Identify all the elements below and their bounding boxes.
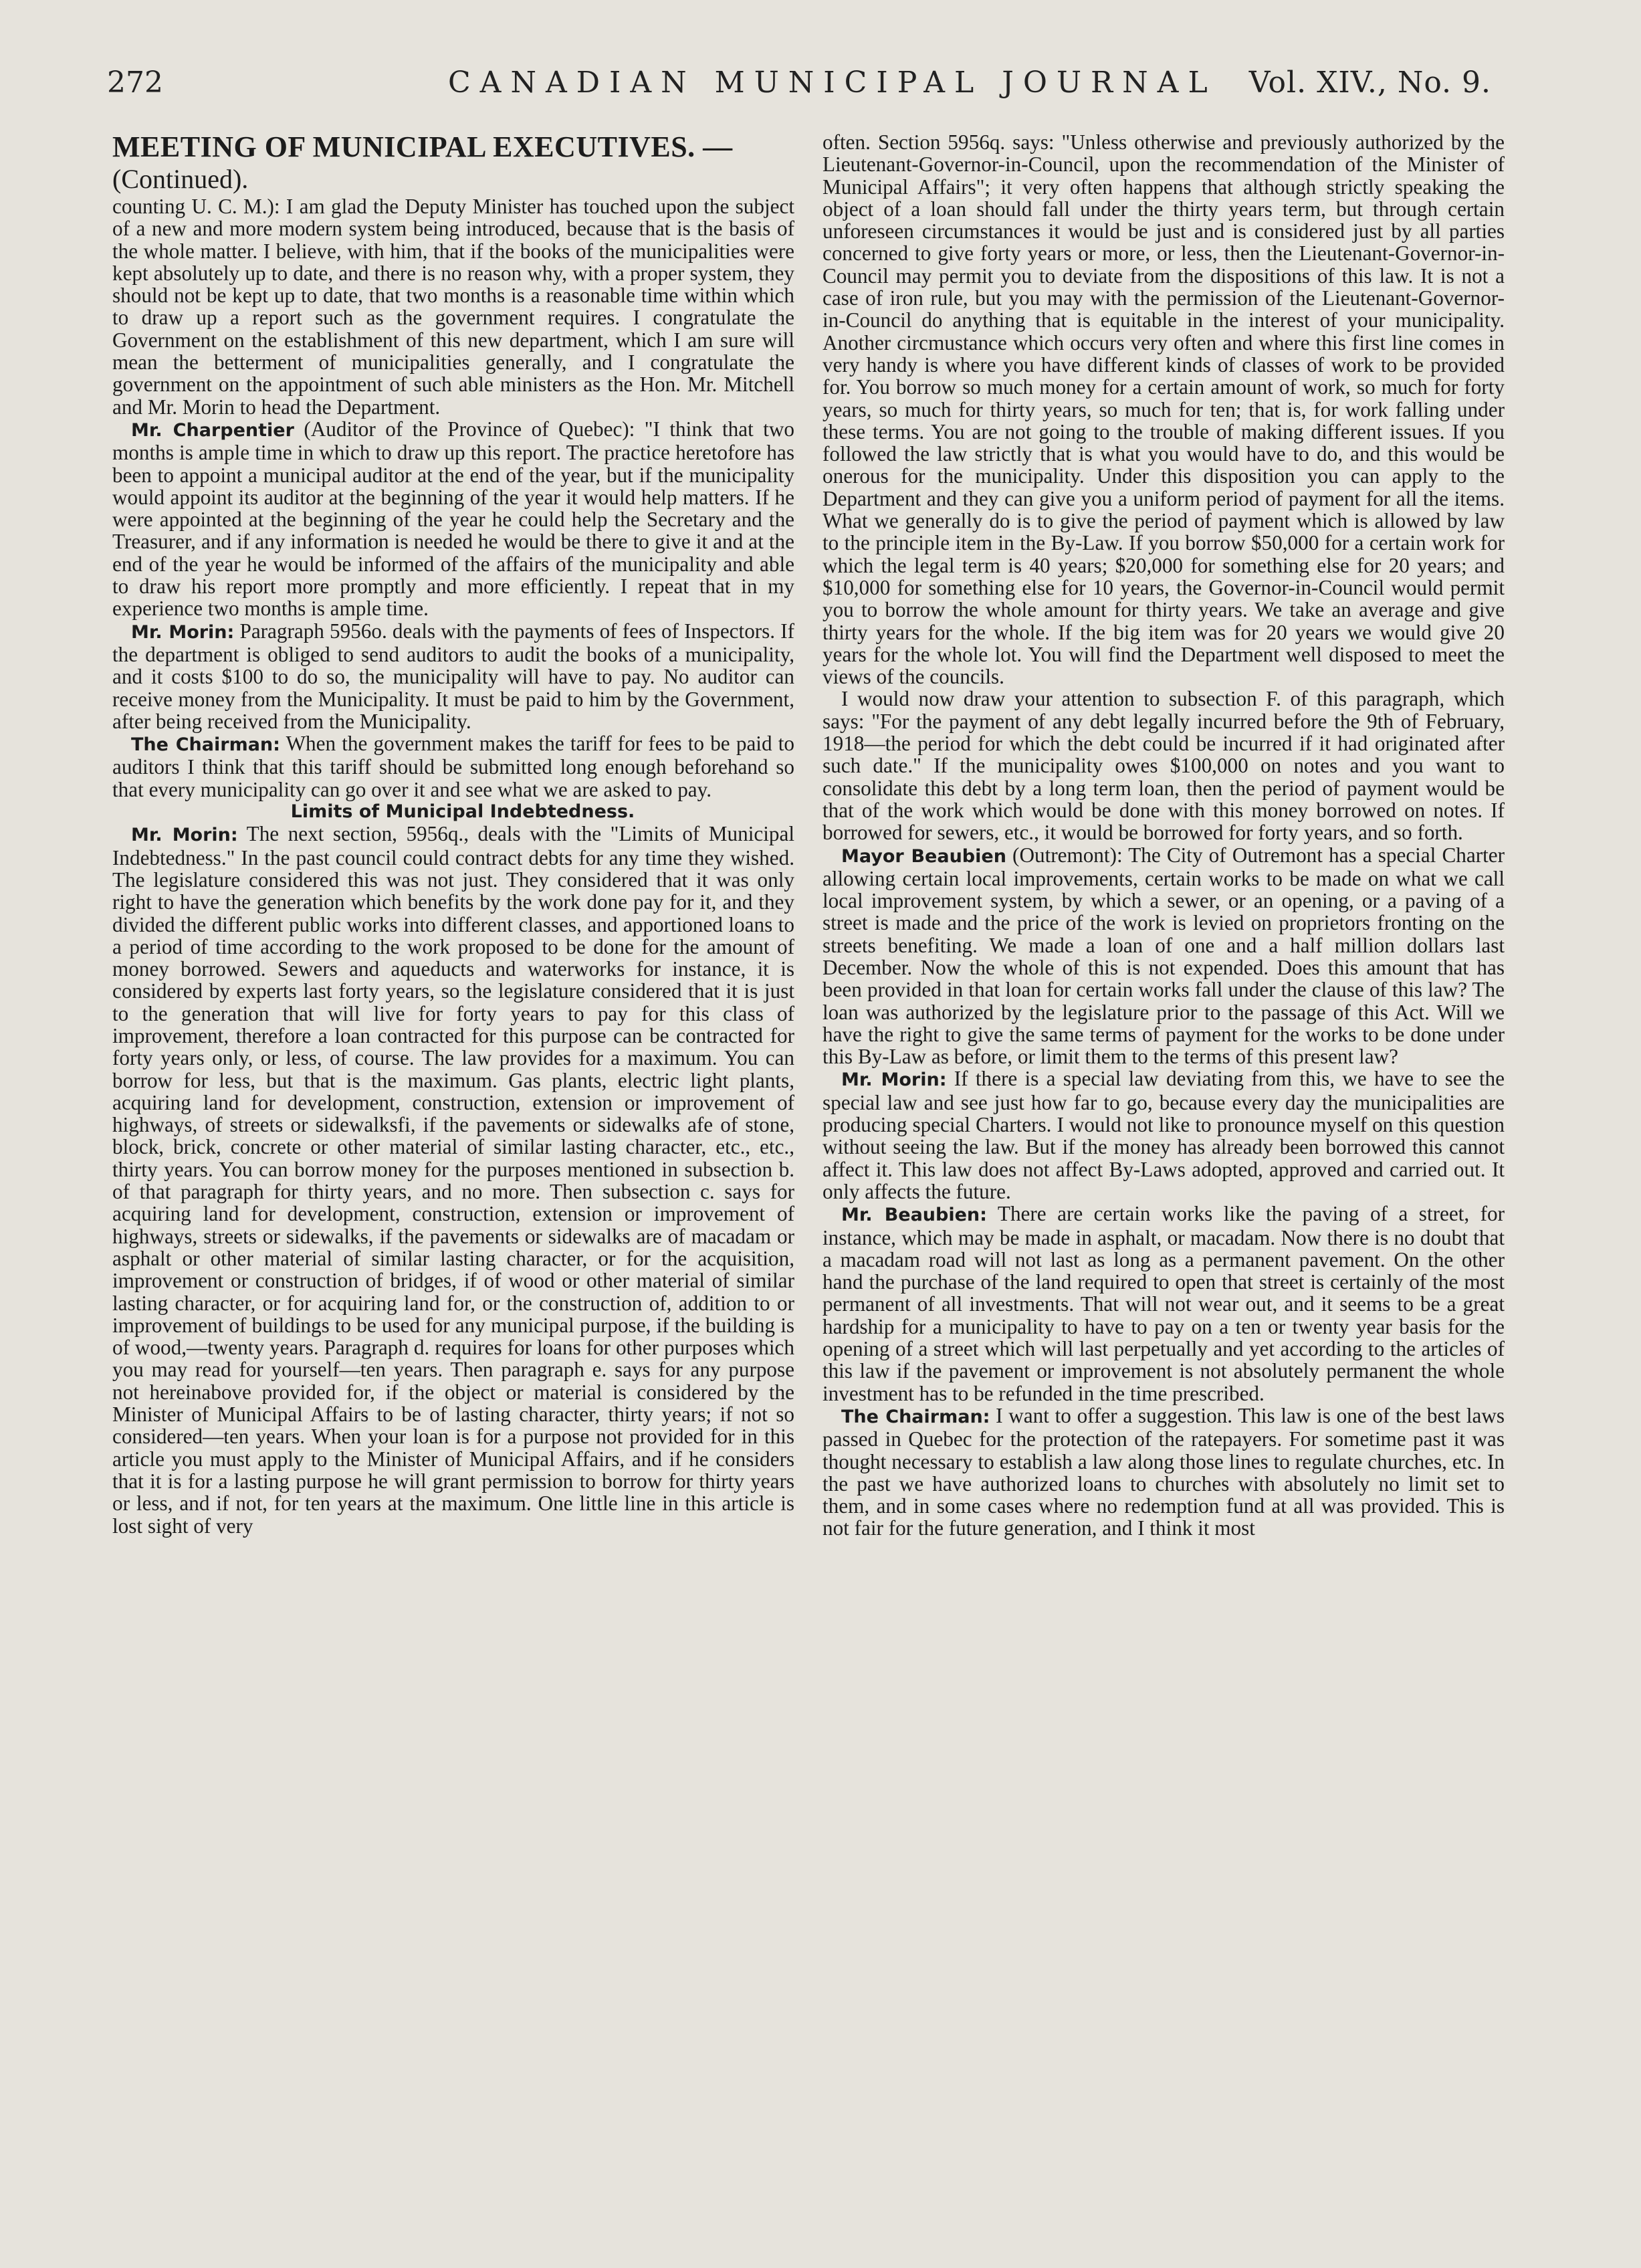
paragraph: [112, 620, 794, 732]
volume-issue: Vol. XIV., No. 9.: [1248, 66, 1491, 100]
speech-text: I want to offer a suggestion. This law is one of the best laws passed in Quebec for the protection of the ratepayers. For sometime past it was thought necessary to establish a law along those lines to regulate churches, etc. In the past we have authorized loans to churches with absolutely no limit set to them, and in some cases where no redemption fund at all was provided. This is not fair for the future generation, and I think it most: [823, 1403, 1505, 1540]
speech-text: The next section, 5956q., deals with the "Limits of Municipal Indebtedness." In the past council could contract debts for any time they wished. The legislature considered this was not just. They considered that it was only right to have the generation which benefits by the work done pay for it, and they divided the different public works into different classes, and apportioned loans to a period of time according to the work proposed to be done for the amount of money borrowed. Sewers and aqueducts and waterworks for instance, it is considered by experts last forty years, so the legislature considered that it is just to the generation that will live for forty years to pay for this class of improvement, therefore a loan contracted for this purpose can be contracted for forty years only, or less, of course. The law provides for a maximum. You can borrow for less, but that is the maximum. Gas plants, electric light plants, acquiring land for development, construction, extension or improvement of highways, of streets or sidewalksfi, if the pavements or sidewalks afe of stone, block, brick, concrete or other material of similar lasting character, etc., etc., thirty years. You can borrow money for the purposes mentioned in subsection b. of that paragraph for thirty years, and no more. Then subsection c. says for acquiring land for development, construction, extension or improvement of highways, streets or sidewalks, if the pavements or sidewalks are of macadam or asphalt or other material of similar lasting character, or for the acquisition, improvement or construction of bridges, if of wood or other material of similar lasting character, or for acquiring land for, or the construction of, addition to or improvement of buildings to be used for any municipal purpose, if the building is of wood,—twenty years. Paragraph d. requires for loans for other purposes which you may read for yourself—ten years. Then paragraph e. says for any purpose not hereinabove provided for, if the object or material is considered by the Minister of Municipal Affairs to be of lasting character, thirty years; if not so considered—ten years. When your loan is for a purpose not provided for in this article you must apply to the Minister of Municipal Affairs, and if he considers that it is for a lasting purpose he will grant permission to borrow for thirty years or less, and if not, for ten years at the maximum. One little line in this article is lost sight of very: [112, 822, 794, 1538]
right-column: [823, 131, 1505, 1540]
paragraph: [112, 732, 794, 801]
speech-text: (Outremont): The City of Outremont has a special Charter allowing certain local improvements, certain works to be made on what we call local improvement system, by which a sewer, or an opening, or a paving of a street is made and the price of the work is levied on proprietors fronting on the streets benefiting. We made a loan of one and a half million dollars last December. Now the whole of this is not expended. Does this amount that has been provided in that loan for certain works fall under the clause of this law? The loan was authorized by the legislature prior to the passage of this Act. Will we have the right to give the same terms of payment for the works to be done under this By-Law as before, or limit them to the terms of this present law?: [823, 843, 1505, 1069]
paragraph: [823, 844, 1505, 1068]
speaker-name: The Chairman:: [841, 1406, 990, 1427]
speaker-name: Mr. Charpentier: [131, 419, 294, 441]
paragraph: often. Section 5956q. says: "Unless otherwise and previously authorized by the Lieutenant-Governor-in-Council, upon the recommendation of the Minister of Municipal Affairs"; it very often happens that although strictly speaking the object of a loan should fall under the thirty years term, but through certain unforeseen circumstances it would be just and is considered just by all parties concerned to give forty years or more, or less, then the Lieutenant-Governor-in-Council may permit you to deviate from the dispositions of this law. It is not a case of iron rule, but you may with the permission of the Lieutenant-Governor-in-Council do anything that is equitable in the interest of your municipality. Another circmustance which occurs very often and where this first line comes in very handy is where you have different kinds of classes of work to be provided for. You borrow so much money for a certain amount of work, so much for forty years, so much for thirty years, so much for ten; that is, for work falling under these terms. You are not going to the trouble of making different issues. If you followed the law strictly that is what you would have to do, and this would be onerous for the municipality. Under this disposition you can apply to the Department and they can give you a uniform period of payment for all the items. What we generally do is to give the period of payment which is allowed by law to the principle item in the By-Law. If you borrow $50,000 for a certain work for which the legal term is 40 years; $20,000 for something else for 20 years; and $10,000 for something else for 10 years, the Governor-in-Council would permit you to borrow the whole amount for thirty years. We take an average and give thirty years for the whole. If the big item was for 20 years we would give 20 years for the whole lot. You will find the Department well disposed to meet the views of the councils.: [823, 130, 1505, 689]
speech-text: When the government makes the tariff for fees to be paid to auditors I think that this tariff should be submitted long enough beforehand so that every municipality can go over it and see what we are asked to pay.: [112, 732, 794, 801]
article-title: MEETING OF MUNICIPAL EXECUTIVES. —: [112, 130, 733, 163]
speaker-name: Mr. Morin:: [131, 825, 238, 846]
paragraph: [823, 1067, 1505, 1203]
speech-text: (Auditor of the Province of Quebec): "I think that two months is ample time in which to draw up this report. The practice heretofore has been to appoint a municipal auditor at the end of the year, but if the municipality would appoint its auditor at the beginning of the year it would help matters. If he were appointed at the beginning of the year he could help the Secretary and the Treasurer, and if any information is needed he would be there to give it and at the end of the year he would be informed of the affairs of the municipality and able to draw his report more promptly and more efficiently. I repeat that in my experience two months is ample time.: [112, 417, 794, 621]
journal-title: CANADIAN MUNICIPAL JOURNAL: [448, 66, 1217, 100]
speaker-name: The Chairman:: [131, 734, 280, 756]
speaker-name: Mr. Morin:: [131, 621, 235, 643]
paragraph: [823, 1405, 1505, 1540]
page-number: 272: [107, 66, 163, 100]
speaker-name: Mayor Beaubien: [841, 845, 1006, 867]
left-column: [112, 131, 794, 1537]
speaker-name: Mr. Beaubien:: [841, 1205, 987, 1226]
paragraph: [112, 418, 794, 620]
speech-text: Paragraph 5956o. deals with the payments of fees of Inspectors. If the department is obliged to send auditors to audit the books of a municipality, and it costs $100 to do so, the municipality will have to pay. No auditor can receive money from the Municipality. It must be paid to him by the Government, after being received from the Municipality.: [112, 619, 795, 733]
paragraph: I would now draw your attention to subsection F. of this paragraph, which says: "For the payment of any debt legally incurred before the 9th of February, 1918—the period for which the debt could be incurred if it had originated after such date." If the municipality owes $100,000 on notes and you want to consolidate this debt by a long term loan, then the period of payment would be that of the work which would be done with this money borrowed on notes. If borrowed for sewers, etc., it would be borrowed for forty years, and so forth.: [823, 687, 1505, 845]
paragraph: [823, 1203, 1505, 1405]
article-continued: (Continued).: [112, 164, 249, 194]
running-header: [100, 59, 1498, 112]
speech-text: If there is a special law deviating from this, we have to see the special law and see just how far to go, because every day the municipalities are producing special Charters. I would not like to pronounce myself on this question without seeing the law. But if the money has already been borrowed this cannot affect it. This law does not affect By-Laws adopted, approved and carried out. It only affects the future.: [823, 1067, 1505, 1203]
speaker-name: Mr. Morin:: [841, 1069, 947, 1091]
speech-text: There are certain works like the paving of a street, for instance, which may be made in asphalt, or macadam. Now there is no doubt that a macadam road will not last as long as a permanent pavement. On the other hand the purchase of the land required to open that street is certainly of the most permanent of all investments. That will not wear out, and it seems to be a great hardship for a municipality to have to pay on a ten or twenty year basis for the opening of a street which will last perpetually and yet according to the articles of this law if the pavement or improvement is not absolutely permanent the whole investment has to be refunded in the time prescribed.: [823, 1202, 1505, 1405]
paragraph: [112, 823, 794, 1537]
subheading: Limits of Municipal Indebtedness.: [290, 801, 635, 823]
paragraph: counting U. C. M.): I am glad the Deputy Minister has touched upon the subject of a new and more modern system being introduced, because that is the basis of the whole matter. I believe, with him, that if the books of the municipalities were kept absolutely up to date, and there is no reason why, with a proper system, they should not be kept up to date, that two months is a reasonable time within which to draw up a report such as the government requires. I congratulate the Government on the establishment of this new department, which I am sure will mean the betterment of municipalities generally, and I congratulate the government on the appointment of such able ministers as the Hon. Mr. Mitchell and Mr. Morin to head the Department.: [112, 195, 794, 419]
